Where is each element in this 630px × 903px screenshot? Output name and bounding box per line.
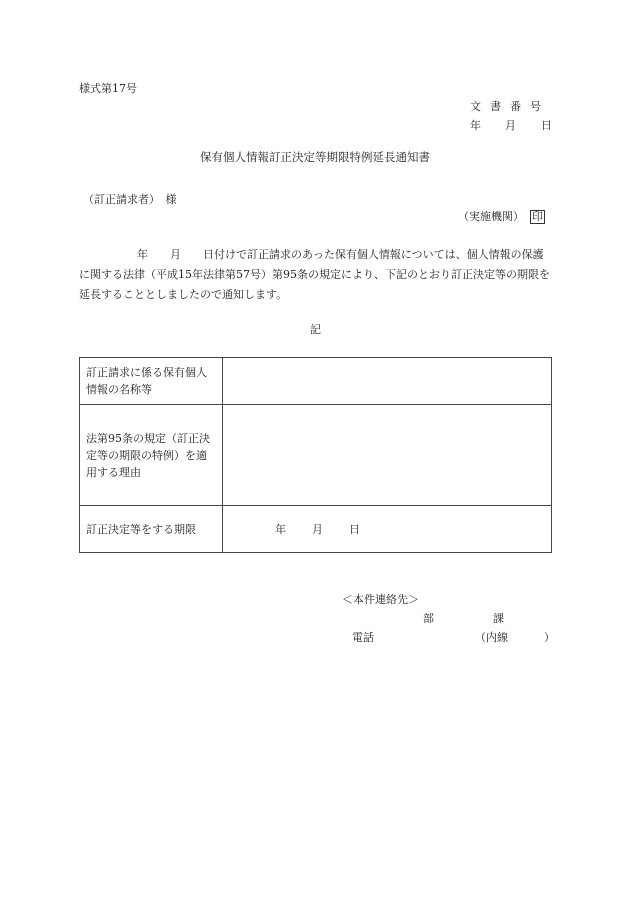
contact-extension-label: （内線 xyxy=(475,631,508,644)
contact-phone-label: 電話 xyxy=(352,631,374,644)
details-table xyxy=(79,357,552,553)
contact-extension-close: ） xyxy=(544,631,555,644)
row-label-info-name: 訂正請求に係る保有個人情報の名称等 xyxy=(80,358,223,405)
row-value-info-name[interactable] xyxy=(223,358,552,405)
document-title: 保有個人情報訂正決定等期限特例延長通知書 xyxy=(200,150,430,164)
table-row xyxy=(80,358,552,405)
deadline-month: 月 xyxy=(312,522,323,536)
issuer-label: （実施機関） xyxy=(458,210,524,223)
row-label-reason: 法第95条の規定（訂正決定等の期限の特例）を適用する理由 xyxy=(80,405,223,506)
ki-label: 記 xyxy=(310,323,321,336)
row-value-deadline[interactable] xyxy=(223,506,552,553)
date-day: 日 xyxy=(541,119,552,132)
issuer-line xyxy=(458,210,545,224)
row-value-reason[interactable] xyxy=(223,405,552,506)
deadline-day: 日 xyxy=(349,522,360,536)
row-label-deadline: 訂正決定等をする期限 xyxy=(80,506,223,553)
deadline-year: 年 xyxy=(275,522,286,536)
contact-heading: ＜本件連絡先＞ xyxy=(342,593,419,606)
recipient-line: （訂正請求者） 様 xyxy=(83,193,177,206)
date-month: 月 xyxy=(505,119,516,132)
contact-section: 課 xyxy=(493,612,504,625)
notice-body: 年 月 日付けで訂正請求のあった保有個人情報については、個人情報の保護に関する法律（平成15年法律第57号）第95条の規定により、下記のとおり訂正決定等の期限を延長することとしましたので通知します。 xyxy=(79,248,550,301)
form-number: 様式第17号 xyxy=(79,82,137,95)
contact-department: 部 xyxy=(423,612,434,625)
document-number-label: 文書番号 xyxy=(470,100,550,113)
table-row xyxy=(80,405,552,506)
seal-stamp: 印 xyxy=(532,210,543,223)
date-year: 年 xyxy=(470,119,481,132)
table-row xyxy=(80,506,552,553)
